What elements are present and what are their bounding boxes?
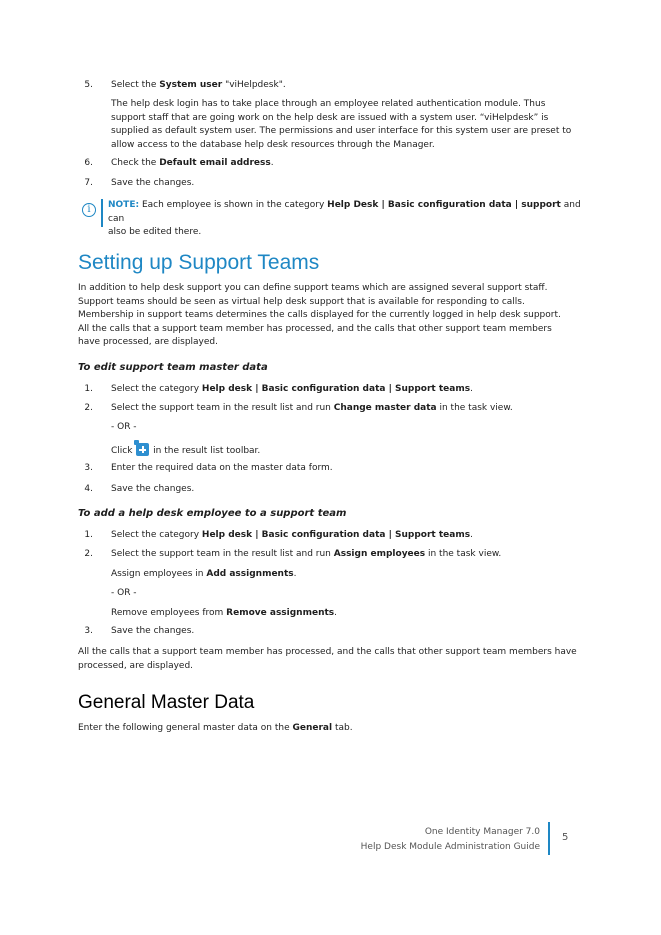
proc2-step-3 xyxy=(79,625,599,639)
remove-text-bold: Remove assignments xyxy=(226,608,335,618)
step-text-pre: Select the support team in the result list and run xyxy=(111,549,334,559)
section-title: General Master Data xyxy=(78,692,255,713)
step-number: 2. xyxy=(84,403,93,413)
proc1-step-2 xyxy=(79,402,599,416)
intro-line: have processed, are displayed. xyxy=(78,337,218,348)
assign-instruction xyxy=(111,568,591,582)
footer-info xyxy=(300,825,540,855)
section-outro xyxy=(78,646,598,673)
section-intro xyxy=(78,282,598,350)
section-title: Setting up Support Teams xyxy=(78,251,320,274)
note xyxy=(108,199,598,240)
step-text-pre: Check the xyxy=(111,158,160,168)
step-text-bold: System user xyxy=(159,80,223,90)
step-6 xyxy=(79,157,599,171)
step-text-bold: Change master data xyxy=(333,403,437,413)
note-label: NOTE: xyxy=(108,200,140,210)
intro-line: In addition to help desk support you can define support teams which are assigned several support staff. xyxy=(78,283,548,293)
footer-guide: Help Desk Module Administration Guide xyxy=(360,842,540,852)
or-separator: - OR - xyxy=(111,422,137,432)
step-text-post: . xyxy=(270,158,274,168)
assign-text-post: . xyxy=(293,569,297,579)
info-icon: i xyxy=(82,203,96,217)
step-number: 4. xyxy=(84,484,93,494)
intro-line: Membership in support teams determines the calls displayed for the currently logged in help desk support. xyxy=(78,310,561,321)
proc1-step-3 xyxy=(79,462,599,476)
proc2-step-2 xyxy=(79,548,599,562)
step-text: Save the changes. xyxy=(111,484,195,494)
step-number: 6. xyxy=(84,158,93,168)
step-text-pre: Select the support team in the result list and run xyxy=(111,403,334,413)
note-line-2: also be edited there. xyxy=(108,227,202,238)
step-text-post: "viHelpdesk". xyxy=(222,80,286,90)
detail-line: The help desk login has to take place through an employee related authentication module. Thus xyxy=(111,99,546,109)
step-text-bold: Help desk | Basic configuration data | Support teams xyxy=(201,530,471,540)
section2-text-pre: Enter the following general master data on the xyxy=(78,723,293,733)
intro-line: All the calls that a support team member has processed, and the calls that other support team members xyxy=(78,323,552,334)
click-instruction xyxy=(111,443,591,459)
step-number: 3. xyxy=(84,463,93,473)
procedure-heading: To add a help desk employee to a support team xyxy=(78,508,347,519)
step-number: 7. xyxy=(84,178,93,188)
section2-text-bold: General xyxy=(292,723,333,733)
click-text-post: in the result list toolbar. xyxy=(150,446,261,456)
note-text-pre: Each employee is shown in the category xyxy=(139,200,328,210)
outro-line: processed, are displayed. xyxy=(78,660,194,671)
add-new-icon xyxy=(136,443,149,456)
click-text-pre: Click xyxy=(111,446,136,456)
step-text-bold: Default email address xyxy=(159,158,271,168)
step-text: Save the changes. xyxy=(111,178,195,188)
page-number: 5 xyxy=(562,832,569,843)
proc1-step-4 xyxy=(79,483,599,497)
step-text: Save the changes. xyxy=(111,626,195,636)
outro-line: All the calls that a support team member has processed, and the calls that other support team members have xyxy=(78,647,577,657)
step-text-post: . xyxy=(470,530,473,540)
detail-line: supplied as default system user. The permissions and user interface for this system user are preset to xyxy=(111,126,572,137)
footer-product: One Identity Manager 7.0 xyxy=(424,827,540,837)
note-text-bold: Help Desk | Basic configuration data | support xyxy=(327,200,561,210)
proc2-step-1 xyxy=(79,529,599,543)
step-text-bold: Help desk | Basic configuration data | Support teams xyxy=(201,384,471,394)
remove-instruction xyxy=(111,607,591,621)
step-text-pre: Select the xyxy=(111,80,160,90)
note-bar xyxy=(101,199,103,227)
step-text-pre: Select the category xyxy=(111,530,202,540)
step-text-post: in the task view. xyxy=(436,403,513,413)
step-text-bold: Assign employees xyxy=(333,549,426,559)
note-text-post: and can xyxy=(108,200,581,224)
step-number: 1. xyxy=(84,530,93,540)
assign-text-pre: Assign employees in xyxy=(111,569,207,579)
remove-text-pre: Remove employees from xyxy=(111,608,227,618)
step-text-post: in the task view. xyxy=(425,549,502,559)
intro-line: Support teams should be seen as virtual help desk support that is available for responding to calls. xyxy=(78,296,525,307)
assign-text-bold: Add assignments xyxy=(206,569,294,579)
or-separator: - OR - xyxy=(111,588,137,598)
detail-line: allow access to the database help desk resources through the Manager. xyxy=(111,139,435,150)
step-text: Enter the required data on the master data form. xyxy=(111,463,333,473)
step-number: 2. xyxy=(84,549,93,559)
step-text-post: . xyxy=(470,384,473,394)
step-7 xyxy=(79,177,599,191)
footer-divider xyxy=(548,822,550,855)
proc1-step-1 xyxy=(79,383,599,397)
step-text-pre: Select the category xyxy=(111,384,202,394)
step-number: 5. xyxy=(84,80,93,90)
step-5 xyxy=(79,79,599,93)
procedure-heading: To edit support team master data xyxy=(78,362,268,373)
section2-text-post: tab. xyxy=(332,723,353,733)
remove-text-post: . xyxy=(334,608,338,618)
detail-line: support staff that are going work on the help desk are issued with a system user. “viHelpdesk” is xyxy=(111,112,549,123)
step-number: 1. xyxy=(84,384,93,394)
section2-text xyxy=(78,722,598,736)
step-5-detail xyxy=(111,98,601,152)
step-number: 3. xyxy=(84,626,93,636)
